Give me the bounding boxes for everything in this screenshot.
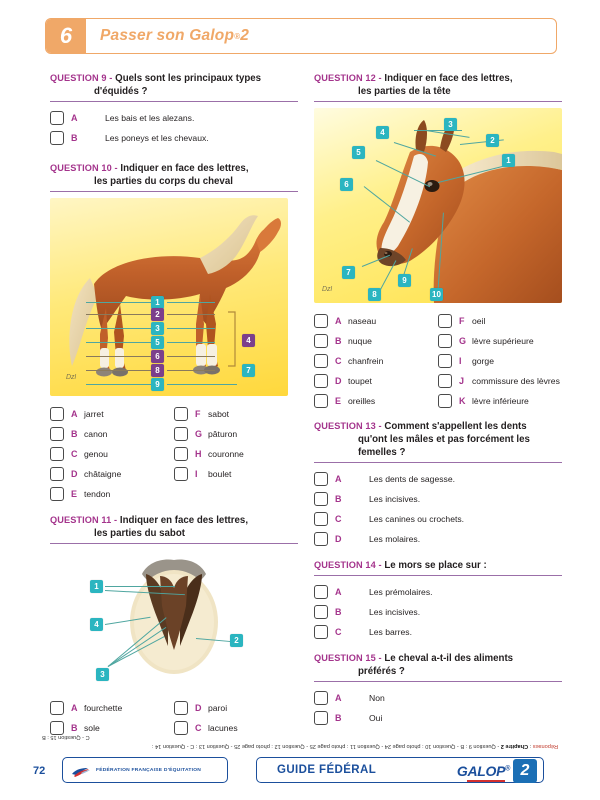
answer-letter: C — [335, 627, 342, 637]
question-heading-q10 — [50, 162, 298, 192]
answer-option[interactable] — [50, 108, 298, 128]
question-block-q14 — [314, 559, 562, 642]
answer-list-q13 — [314, 469, 562, 549]
answer-letter: B — [71, 133, 78, 143]
leader-line — [86, 302, 152, 303]
hoof-svg — [50, 550, 298, 690]
bracket-icon — [226, 310, 238, 370]
leader-line — [86, 328, 152, 329]
answer-text: Les molaires. — [369, 534, 421, 544]
callout-badge: 6 — [340, 178, 353, 191]
callout-badge: 7 — [242, 364, 255, 377]
checkbox[interactable] — [314, 691, 328, 705]
answer-column-left — [314, 311, 438, 411]
answer-option[interactable] — [438, 371, 562, 391]
horse-body-illustration — [50, 198, 288, 396]
question-block-q10 — [50, 162, 298, 504]
answer-letter: A — [335, 316, 342, 326]
question-text-line1: Le mors se place sur : — [384, 560, 487, 571]
callout-badge: 9 — [398, 274, 411, 287]
leader-line — [167, 328, 215, 329]
page-number: 72 — [33, 765, 46, 777]
answer-option[interactable] — [314, 311, 438, 331]
answer-list-q12 — [314, 311, 562, 411]
answer-key-prefix: Réponses — [532, 743, 558, 749]
answer-letter: G — [195, 429, 203, 439]
answer-text: sole — [84, 723, 100, 733]
figure-hoof — [50, 550, 298, 690]
question-text-line1: Quels sont les principaux types — [115, 73, 262, 84]
answer-option[interactable] — [314, 622, 562, 642]
question-label: QUESTION 15 - — [314, 653, 382, 663]
answer-option[interactable] — [314, 529, 562, 549]
answer-option[interactable] — [174, 464, 298, 484]
answer-option[interactable] — [438, 331, 562, 351]
answer-letter: C — [335, 356, 342, 366]
answer-letter: C — [195, 723, 202, 733]
answer-text: couronne — [208, 449, 244, 459]
answer-option[interactable] — [438, 351, 562, 371]
answer-letter: G — [459, 336, 467, 346]
callout-badge: 9 — [151, 378, 164, 391]
checkbox[interactable] — [438, 374, 452, 388]
chapter-title-suffix: 2 — [240, 27, 250, 44]
answer-letter: A — [335, 587, 342, 597]
left-column — [50, 72, 298, 747]
checkbox[interactable] — [314, 585, 328, 599]
answer-letter: B — [335, 607, 342, 617]
callout-badge: 2 — [486, 134, 499, 147]
callout-badge: 4 — [376, 126, 389, 139]
answer-list-q11 — [50, 698, 298, 738]
checkbox[interactable] — [174, 427, 188, 441]
answer-option[interactable] — [438, 311, 562, 331]
answer-letter: C — [335, 514, 342, 524]
checkbox[interactable] — [438, 334, 452, 348]
answer-letter: B — [335, 713, 342, 723]
callout-badge: 3 — [444, 118, 457, 131]
answer-text: lèvre inférieure — [472, 396, 529, 406]
chapter-number: 6 — [46, 19, 86, 53]
question-label: QUESTION 11 - — [50, 515, 118, 525]
checkbox[interactable] — [50, 427, 64, 441]
leader-line — [105, 586, 175, 587]
answer-text: Les bais et les alezans. — [105, 113, 195, 123]
checkbox[interactable] — [314, 394, 328, 408]
leader-line — [86, 356, 152, 357]
checkbox[interactable] — [314, 472, 328, 486]
answer-option[interactable] — [50, 464, 174, 484]
question-text-line2: préférés ? — [358, 666, 405, 677]
answer-letter: A — [71, 409, 78, 419]
answer-letter: A — [71, 113, 78, 123]
checkbox[interactable] — [174, 407, 188, 421]
answer-option[interactable] — [314, 509, 562, 529]
checkbox[interactable] — [314, 532, 328, 546]
question-text-line2: les parties du corps du cheval — [94, 176, 233, 187]
callout-badge: 3 — [151, 322, 164, 335]
answer-option[interactable] — [314, 391, 438, 411]
checkbox[interactable] — [314, 374, 328, 388]
checkbox[interactable] — [314, 625, 328, 639]
question-heading-q14 — [314, 559, 562, 576]
answer-list-q14 — [314, 582, 562, 642]
answer-text: Oui — [369, 713, 383, 723]
answer-text: sabot — [208, 409, 230, 419]
callout-badge: 4 — [242, 334, 255, 347]
callout-badge: 5 — [352, 146, 365, 159]
galop-logo — [457, 758, 537, 784]
answer-text: Les dents de sagesse. — [369, 474, 455, 484]
answer-text: naseau — [348, 316, 377, 326]
leader-line — [167, 356, 215, 357]
answer-option[interactable] — [50, 444, 174, 464]
answer-option[interactable] — [174, 424, 298, 444]
callout-badge: 6 — [151, 350, 164, 363]
answer-text: toupet — [348, 376, 372, 386]
answer-letter: K — [459, 396, 466, 406]
answer-text: Les incisives. — [369, 494, 421, 504]
checkbox[interactable] — [314, 354, 328, 368]
question-block-q11 — [50, 514, 298, 738]
answer-text: chanfrein — [348, 356, 384, 366]
answer-letter: D — [71, 469, 78, 479]
answer-text: Les canines ou crochets. — [369, 514, 465, 524]
answer-key-line-2: C - Question 15 : B — [42, 734, 90, 741]
answer-text: Les poneys et les chevaux. — [105, 133, 209, 143]
callout-badge: 10 — [430, 288, 443, 301]
question-text-line2: les parties du sabot — [94, 528, 185, 539]
answer-text: canon — [84, 429, 108, 439]
answer-key — [42, 733, 558, 750]
callout-badge: 2 — [151, 308, 164, 321]
question-label: QUESTION 9 - — [50, 73, 113, 83]
hoof-illustration — [50, 550, 298, 690]
question-label: QUESTION 10 - — [50, 163, 118, 173]
answer-text: oeil — [472, 316, 486, 326]
question-block-q13 — [314, 420, 562, 549]
checkbox[interactable] — [50, 487, 64, 501]
question-text-line2: qu'ont les mâles et pas forcément les — [358, 434, 530, 445]
answer-letter: B — [335, 494, 342, 504]
question-heading-q15 — [314, 652, 562, 682]
answer-text: nuque — [348, 336, 372, 346]
answer-letter: E — [335, 396, 342, 406]
answer-text: jarret — [84, 409, 104, 419]
answer-option[interactable] — [50, 128, 298, 148]
answer-option[interactable] — [50, 404, 174, 424]
answer-option[interactable] — [314, 489, 562, 509]
answer-letter: E — [71, 489, 78, 499]
answer-option[interactable] — [50, 484, 174, 504]
answer-option[interactable] — [438, 391, 562, 411]
answer-option[interactable] — [314, 688, 562, 708]
answer-list-q10 — [50, 404, 298, 504]
answer-key-body: - Question 9 : B - Question 10 : photo page 24 - Question 11 : photo page 25 - Question 12 : photo page 25 - Question 13 : C - Question 14 : — [151, 743, 501, 749]
answer-letter: I — [459, 356, 462, 366]
question-block-q12 — [314, 72, 562, 411]
answer-option[interactable] — [50, 698, 174, 718]
checkbox[interactable] — [50, 701, 64, 715]
answer-text: Les prémolaires. — [369, 587, 433, 597]
registered-mark-icon: ® — [505, 765, 510, 773]
answer-letter: C — [71, 449, 78, 459]
answer-text: Les barres. — [369, 627, 412, 637]
answer-text: boulet — [208, 469, 232, 479]
question-block-q15 — [314, 652, 562, 728]
answer-text: oreilles — [348, 396, 376, 406]
answer-text: Non — [369, 693, 385, 703]
answer-column-right — [174, 404, 298, 504]
answer-letter: J — [459, 376, 465, 386]
answer-letter: D — [195, 703, 202, 713]
horse-head-illustration — [314, 108, 562, 303]
leader-line — [167, 302, 215, 303]
leader-line — [86, 314, 152, 315]
leader-line — [167, 314, 215, 315]
answer-key-chapter: Chapitre 2 — [500, 743, 529, 749]
question-label: QUESTION 13 - — [314, 421, 382, 431]
figure-horse-body — [50, 198, 298, 396]
answer-letter: F — [459, 316, 465, 326]
answer-text: paroi — [208, 703, 228, 713]
answer-list-q9 — [50, 108, 298, 148]
checkbox[interactable] — [50, 407, 64, 421]
checkbox[interactable] — [314, 512, 328, 526]
leader-line — [86, 370, 152, 371]
checkbox[interactable] — [50, 131, 64, 145]
federation-name: FÉDÉRATION FRANÇAISE D'ÉQUITATION — [96, 767, 202, 773]
answer-text: châtaigne — [84, 469, 122, 479]
answer-option[interactable] — [314, 708, 562, 728]
leader-line — [86, 342, 152, 343]
checkbox[interactable] — [314, 711, 328, 725]
answer-option[interactable] — [174, 444, 298, 464]
leader-line — [167, 370, 215, 371]
question-heading-q12 — [314, 72, 562, 102]
checkbox[interactable] — [438, 354, 452, 368]
question-text-line2: d'équidés ? — [94, 86, 148, 97]
answer-option[interactable] — [314, 371, 438, 391]
answer-letter: I — [195, 469, 198, 479]
callout-badge: 8 — [368, 288, 381, 301]
galop-wordmark — [457, 763, 510, 779]
question-label: QUESTION 14 - — [314, 560, 382, 570]
callout-badge: 4 — [90, 618, 103, 631]
answer-option[interactable] — [314, 582, 562, 602]
checkbox[interactable] — [174, 447, 188, 461]
leader-line — [167, 342, 215, 343]
answer-column-right — [438, 311, 562, 411]
checkbox[interactable] — [314, 314, 328, 328]
answer-text: pâturon — [208, 429, 238, 439]
answer-column-left — [50, 404, 174, 504]
question-label: QUESTION 12 - — [314, 73, 382, 83]
answer-option[interactable] — [314, 469, 562, 489]
callout-badge: 1 — [90, 580, 103, 593]
answer-option[interactable] — [50, 424, 174, 444]
question-text-line3: femelles ? — [358, 447, 406, 458]
checkbox[interactable] — [314, 605, 328, 619]
callout-badge: 1 — [151, 296, 164, 309]
right-column — [314, 72, 562, 737]
checkbox[interactable] — [50, 467, 64, 481]
question-text-line1: Le cheval a-t-il des aliments — [384, 653, 514, 664]
registered-mark-icon: ® — [234, 31, 241, 41]
answer-letter: A — [335, 693, 342, 703]
page-footer — [0, 757, 600, 789]
galop-level-badge: 2 — [513, 759, 537, 783]
answer-list-q15 — [314, 688, 562, 728]
answer-text: genou — [84, 449, 108, 459]
leader-line — [86, 384, 152, 385]
answer-text: lacunes — [208, 723, 238, 733]
checkbox[interactable] — [50, 447, 64, 461]
answer-key-line-1 — [42, 742, 558, 751]
callout-badge: 3 — [96, 668, 109, 681]
artist-signature: Dzl — [66, 374, 77, 381]
callout-badge: 7 — [342, 266, 355, 279]
question-heading-q11 — [50, 514, 298, 544]
leader-line — [167, 384, 237, 385]
answer-option[interactable] — [174, 404, 298, 424]
question-text-line1: Indiquer en face des lettres, — [120, 163, 249, 174]
figure-horse-head — [314, 108, 562, 303]
guide-title: GUIDE FÉDÉRAL — [277, 764, 377, 776]
chapter-title-text: Passer son Galop — [100, 27, 235, 44]
answer-letter: A — [71, 703, 78, 713]
callout-badge: 5 — [151, 336, 164, 349]
question-heading-q13 — [314, 420, 562, 463]
answer-text: gorge — [472, 356, 494, 366]
question-text-line1: Comment s'appellent les dents — [384, 421, 527, 432]
answer-option[interactable] — [314, 602, 562, 622]
checkbox[interactable] — [438, 394, 452, 408]
answer-letter: B — [71, 429, 78, 439]
checkbox[interactable] — [50, 111, 64, 125]
galop-word-rest: ALOP — [467, 763, 505, 782]
answer-key-separator: : — [528, 743, 533, 749]
callout-badge: 1 — [502, 154, 515, 167]
checkbox[interactable] — [174, 467, 188, 481]
answer-letter: F — [195, 409, 201, 419]
answer-letter: B — [71, 723, 78, 733]
ffe-logo-icon — [71, 765, 91, 776]
answer-column-left — [50, 698, 174, 738]
answer-text: tendon — [84, 489, 111, 499]
checkbox[interactable] — [174, 701, 188, 715]
answer-letter: B — [335, 336, 342, 346]
chapter-title — [86, 19, 556, 53]
answer-text: Les incisives. — [369, 607, 421, 617]
answer-option[interactable] — [314, 351, 438, 371]
answer-text: fourchette — [84, 703, 123, 713]
galop-initial: G — [456, 763, 468, 779]
chapter-header — [45, 18, 557, 54]
checkbox[interactable] — [438, 314, 452, 328]
question-block-q9 — [50, 72, 298, 148]
answer-letter: A — [335, 474, 342, 484]
answer-letter: D — [335, 534, 342, 544]
question-text-line2: les parties de la tête — [358, 86, 451, 97]
guide-box — [256, 757, 544, 783]
callout-badge: 8 — [151, 364, 164, 377]
answer-text: lèvre supérieure — [472, 336, 534, 346]
question-text-line1: Indiquer en face des lettres, — [119, 515, 249, 526]
answer-column-right — [174, 698, 298, 738]
question-text-line1: Indiquer en face des lettres, — [384, 73, 513, 84]
answer-option[interactable] — [314, 331, 438, 351]
answer-option[interactable] — [174, 698, 298, 718]
federation-box — [62, 757, 228, 783]
answer-text: commissure des lèvres — [472, 376, 560, 386]
answer-letter: D — [335, 376, 342, 386]
checkbox[interactable] — [314, 492, 328, 506]
checkbox[interactable] — [314, 334, 328, 348]
artist-signature: Dzl — [322, 286, 333, 293]
answer-letter: H — [195, 449, 202, 459]
callout-badge: 2 — [230, 634, 243, 647]
question-heading-q9 — [50, 72, 298, 102]
